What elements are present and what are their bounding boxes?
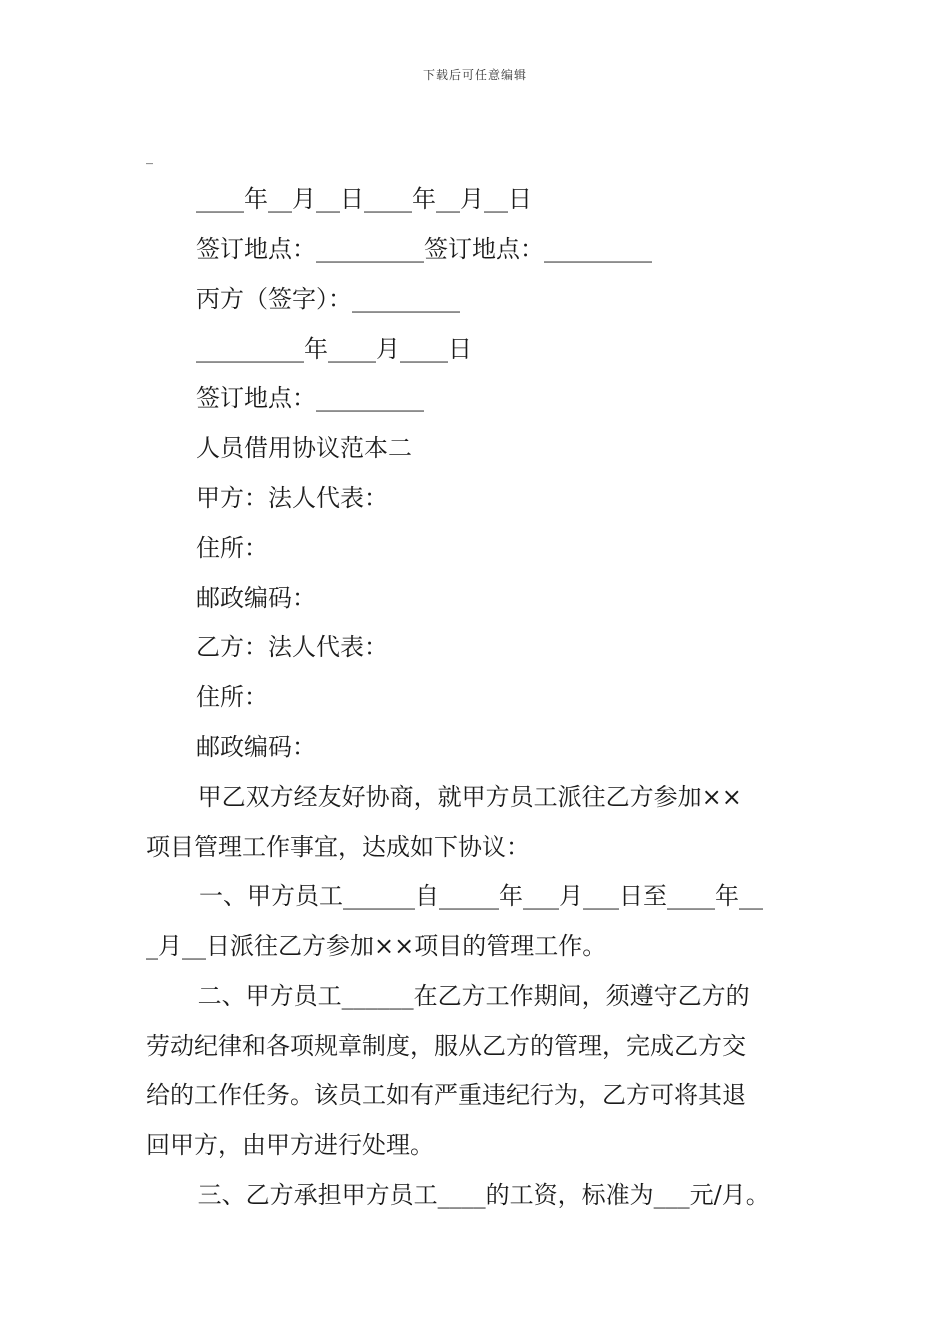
- date-line-1: ____年__月__日____年__月__日: [196, 185, 532, 213]
- page-header: 下载后可任意编辑: [422, 68, 527, 82]
- date-line-2: _________年____月____日: [196, 335, 472, 363]
- clause-3-line-1: 三、乙方承担甲方员工____的工资，标准为___元/月。: [190, 1181, 770, 1209]
- party-b-address: 住所：: [196, 683, 268, 711]
- party-b-postcode: 邮政编码：: [196, 733, 316, 761]
- agreement-title: 人员借用协议范本二: [196, 434, 412, 462]
- party-a-representative: 甲方：法人代表：: [196, 484, 388, 512]
- header-dash: _: [146, 149, 153, 165]
- clause-2-line-4: 回甲方，由甲方进行处理。: [146, 1131, 434, 1159]
- clause-1-line-1: 一、甲方员工______自_____年___月___日至____年__: [199, 882, 763, 910]
- party-a-postcode: 邮政编码：: [196, 584, 316, 612]
- party-b-representative: 乙方：法人代表：: [196, 633, 388, 661]
- clause-1-line-2: _月__日派往乙方参加××项目的管理工作。: [146, 932, 607, 960]
- intro-paragraph-line-2: 项目管理工作事宜，达成如下协议：: [146, 833, 530, 861]
- party-a-address: 住所：: [196, 534, 268, 562]
- party-c-signature: 丙方（签字）：_________: [196, 285, 460, 313]
- signing-place-line-2: 签订地点：_________: [196, 384, 424, 412]
- intro-paragraph-line-1: 甲乙双方经友好协商，就甲方员工派往乙方参加××: [190, 783, 742, 811]
- clause-2-line-3: 给的工作任务。该员工如有严重违纪行为，乙方可将其退: [146, 1081, 746, 1109]
- clause-2-line-1: 二、甲方员工______在乙方工作期间，须遵守乙方的: [190, 982, 750, 1010]
- clause-2-line-2: 劳动纪律和各项规章制度，服从乙方的管理，完成乙方交: [146, 1032, 746, 1060]
- signing-place-line-1: 签订地点：_________签订地点：_________: [196, 235, 652, 263]
